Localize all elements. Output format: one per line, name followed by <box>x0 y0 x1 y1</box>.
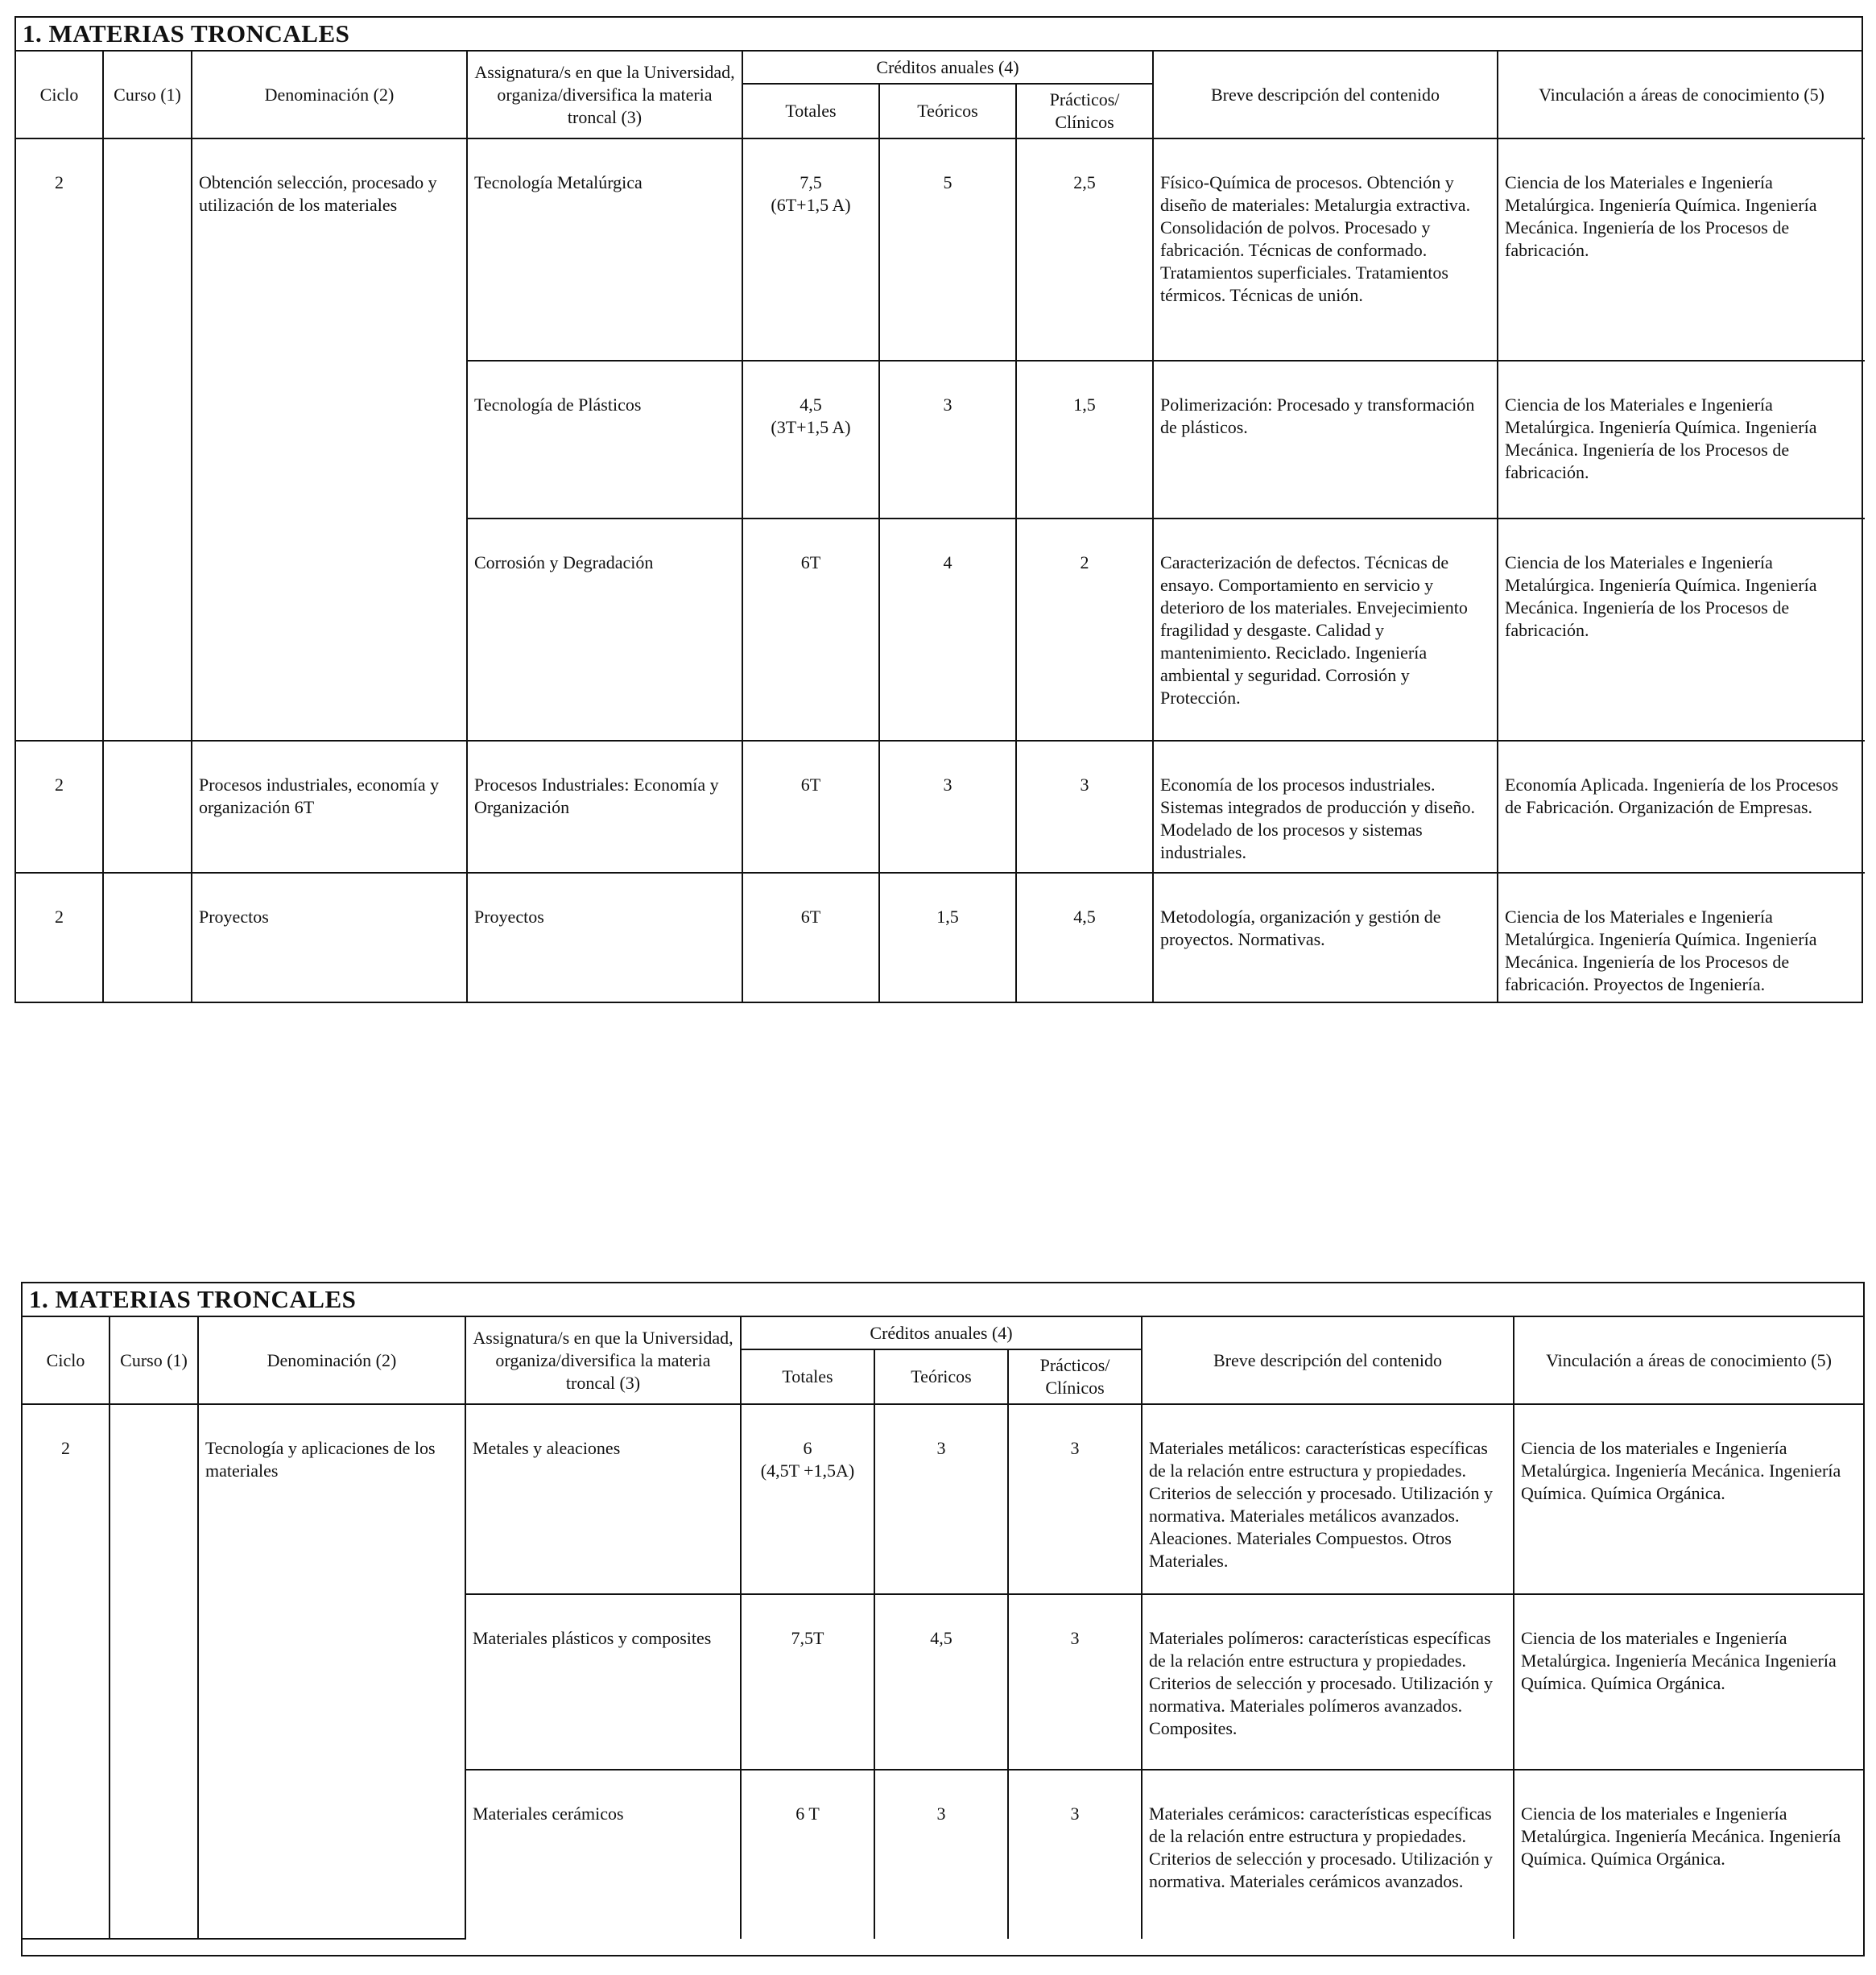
descripcion-cell: Materiales cerámicos: características específicas de la relación entre estructura y propiedades. Criterios de selección y procesado. Utilización y normativa. Materiales cerámicos avanzados. <box>1142 1770 1514 1939</box>
descripcion-cell: Materiales metálicos: características específicas de la relación entre estructura y propiedades. Criterios de selección y procesado. Utilización y normativa. Materiales metálicos avanzados. Aleaciones. Materiales Compuestos. Otros Materiales. <box>1142 1404 1514 1594</box>
materias-table <box>23 1317 1863 1940</box>
vinculacion-cell: Ciencia de los materiales e Ingeniería Metalúrgica. Ingeniería Mecánica Ingeniería Química. Química Orgánica. <box>1514 1594 1863 1770</box>
header-ciclo: Ciclo <box>16 52 103 138</box>
totales-cell: 6 T <box>741 1770 874 1939</box>
practicos-cell: 2 <box>1016 519 1153 741</box>
header-totales: Totales <box>742 84 879 138</box>
descripcion-cell: Materiales polímeros: características específicas de la relación entre estructura y propiedades. Criterios de selección y procesado. Utilización y normativa. Materiales polímeros avanzados. Composites. <box>1142 1594 1514 1770</box>
descripcion-cell: Caracterización de defectos. Técnicas de ensayo. Comportamiento en servicio y deterioro de los materiales. Envejecimiento fragilidad y desgaste. Calidad y mantenimiento. Reciclado. Ingeniería ambiental y seguridad. Corrosión y Protección. <box>1153 519 1498 741</box>
practicos-cell: 1,5 <box>1016 361 1153 519</box>
header-ciclo: Ciclo <box>23 1317 110 1404</box>
vinculacion-cell: Ciencia de los Materiales e Ingeniería Metalúrgica. Ingeniería Química. Ingeniería Mecánica. Ingeniería de los Procesos de fabricación. <box>1498 138 1865 361</box>
teoricos-cell: 3 <box>879 361 1016 519</box>
practicos-cell: 3 <box>1008 1404 1142 1594</box>
denominacion-cell: Proyectos <box>192 873 467 1002</box>
table-row <box>16 873 1865 1002</box>
header-denominacion: Denominación (2) <box>192 52 467 138</box>
materias-troncales-block-2 <box>21 1282 1865 1956</box>
block-title: 1. MATERIAS TRONCALES <box>16 18 1862 52</box>
totales-cell: 6 (4,5T +1,5A) <box>741 1404 874 1594</box>
block-title: 1. MATERIAS TRONCALES <box>23 1283 1863 1317</box>
asignatura-cell: Proyectos <box>467 873 742 1002</box>
totales-cell: 6T <box>742 741 879 873</box>
table-row <box>23 1404 1863 1594</box>
practicos-cell: 3 <box>1008 1770 1142 1939</box>
totales-cell: 7,5T <box>741 1594 874 1770</box>
denominacion-cell: Tecnología y aplicaciones de los materiales <box>198 1404 465 1939</box>
teoricos-cell: 1,5 <box>879 873 1016 1002</box>
header-asignatura: Assignatura/s en que la Universidad, organiza/diversifica la materia troncal (3) <box>467 52 742 138</box>
descripcion-cell: Polimerización: Procesado y transformación de plásticos. <box>1153 361 1498 519</box>
descripcion-cell: Físico-Química de procesos. Obtención y diseño de materiales: Metalurgia extractiva. Consolidación de polvos. Procesado y fabricación. Técnicas de conformado. Tratamientos superficiales. Tratamientos térmicos. Técnicas de unión. <box>1153 138 1498 361</box>
teoricos-cell: 3 <box>879 741 1016 873</box>
ciclo-cell: 2 <box>16 138 103 741</box>
header-totales: Totales <box>741 1349 874 1404</box>
asignatura-cell: Materiales plásticos y composites <box>465 1594 741 1770</box>
header-practicos: Prácticos/ Clínicos <box>1016 84 1153 138</box>
header-teoricos: Teóricos <box>879 84 1016 138</box>
ciclo-cell: 2 <box>16 741 103 873</box>
header-curso: Curso (1) <box>103 52 192 138</box>
table-row <box>16 741 1865 873</box>
teoricos-cell: 4,5 <box>874 1594 1008 1770</box>
table-row <box>16 138 1865 361</box>
header-creditos: Créditos anuales (4) <box>742 52 1153 84</box>
asignatura-cell: Tecnología Metalúrgica <box>467 138 742 361</box>
header-descripcion: Breve descripción del contenido <box>1142 1317 1514 1404</box>
ciclo-cell: 2 <box>16 873 103 1002</box>
header-asignatura: Assignatura/s en que la Universidad, organiza/diversifica la materia troncal (3) <box>465 1317 741 1404</box>
curso-cell <box>103 138 192 741</box>
asignatura-cell: Metales y aleaciones <box>465 1404 741 1594</box>
practicos-cell: 4,5 <box>1016 873 1153 1002</box>
practicos-cell: 2,5 <box>1016 138 1153 361</box>
header-vinculacion: Vinculación a áreas de conocimiento (5) <box>1498 52 1865 138</box>
curso-cell <box>103 741 192 873</box>
totales-cell: 7,5 (6T+1,5 A) <box>742 138 879 361</box>
header-creditos: Créditos anuales (4) <box>741 1317 1142 1349</box>
curso-cell <box>110 1404 198 1939</box>
vinculacion-cell: Ciencia de los Materiales e Ingeniería Metalúrgica. Ingeniería Química. Ingeniería Mecánica. Ingeniería de los Procesos de fabricación. <box>1498 519 1865 741</box>
header-practicos: Prácticos/ Clínicos <box>1008 1349 1142 1404</box>
totales-cell: 6T <box>742 873 879 1002</box>
asignatura-cell: Procesos Industriales: Economía y Organización <box>467 741 742 873</box>
vinculacion-cell: Economía Aplicada. Ingeniería de los Procesos de Fabricación. Organización de Empresas. <box>1498 741 1865 873</box>
asignatura-cell: Tecnología de Plásticos <box>467 361 742 519</box>
teoricos-cell: 5 <box>879 138 1016 361</box>
teoricos-cell: 3 <box>874 1770 1008 1939</box>
practicos-cell: 3 <box>1016 741 1153 873</box>
denominacion-cell: Obtención selección, procesado y utilización de los materiales <box>192 138 467 741</box>
header-teoricos: Teóricos <box>874 1349 1008 1404</box>
asignatura-cell: Corrosión y Degradación <box>467 519 742 741</box>
practicos-cell: 3 <box>1008 1594 1142 1770</box>
header-curso: Curso (1) <box>110 1317 198 1404</box>
asignatura-cell: Materiales cerámicos <box>465 1770 741 1939</box>
materias-table <box>16 52 1865 1002</box>
totales-cell: 4,5 (3T+1,5 A) <box>742 361 879 519</box>
materias-troncales-block-1 <box>14 16 1863 1003</box>
ciclo-cell: 2 <box>23 1404 110 1939</box>
denominacion-cell: Procesos industriales, economía y organización 6T <box>192 741 467 873</box>
teoricos-cell: 3 <box>874 1404 1008 1594</box>
vinculacion-cell: Ciencia de los Materiales e Ingeniería Metalúrgica. Ingeniería Química. Ingeniería Mecánica. Ingeniería de los Procesos de fabricación. <box>1498 361 1865 519</box>
vinculacion-cell: Ciencia de los Materiales e Ingeniería Metalúrgica. Ingeniería Química. Ingeniería Mecánica. Ingeniería de los Procesos de fabricación. Proyectos de Ingeniería. <box>1498 873 1865 1002</box>
vinculacion-cell: Ciencia de los materiales e Ingeniería Metalúrgica. Ingeniería Mecánica. Ingeniería Química. Química Orgánica. <box>1514 1404 1863 1594</box>
header-denominacion: Denominación (2) <box>198 1317 465 1404</box>
totales-cell: 6T <box>742 519 879 741</box>
descripcion-cell: Metodología, organización y gestión de proyectos. Normativas. <box>1153 873 1498 1002</box>
vinculacion-cell: Ciencia de los materiales e Ingeniería Metalúrgica. Ingeniería Mecánica. Ingeniería Química. Química Orgánica. <box>1514 1770 1863 1939</box>
descripcion-cell: Economía de los procesos industriales. Sistemas integrados de producción y diseño. Modelado de los procesos y sistemas industriales. <box>1153 741 1498 873</box>
header-descripcion: Breve descripción del contenido <box>1153 52 1498 138</box>
header-vinculacion: Vinculación a áreas de conocimiento (5) <box>1514 1317 1863 1404</box>
teoricos-cell: 4 <box>879 519 1016 741</box>
curso-cell <box>103 873 192 1002</box>
